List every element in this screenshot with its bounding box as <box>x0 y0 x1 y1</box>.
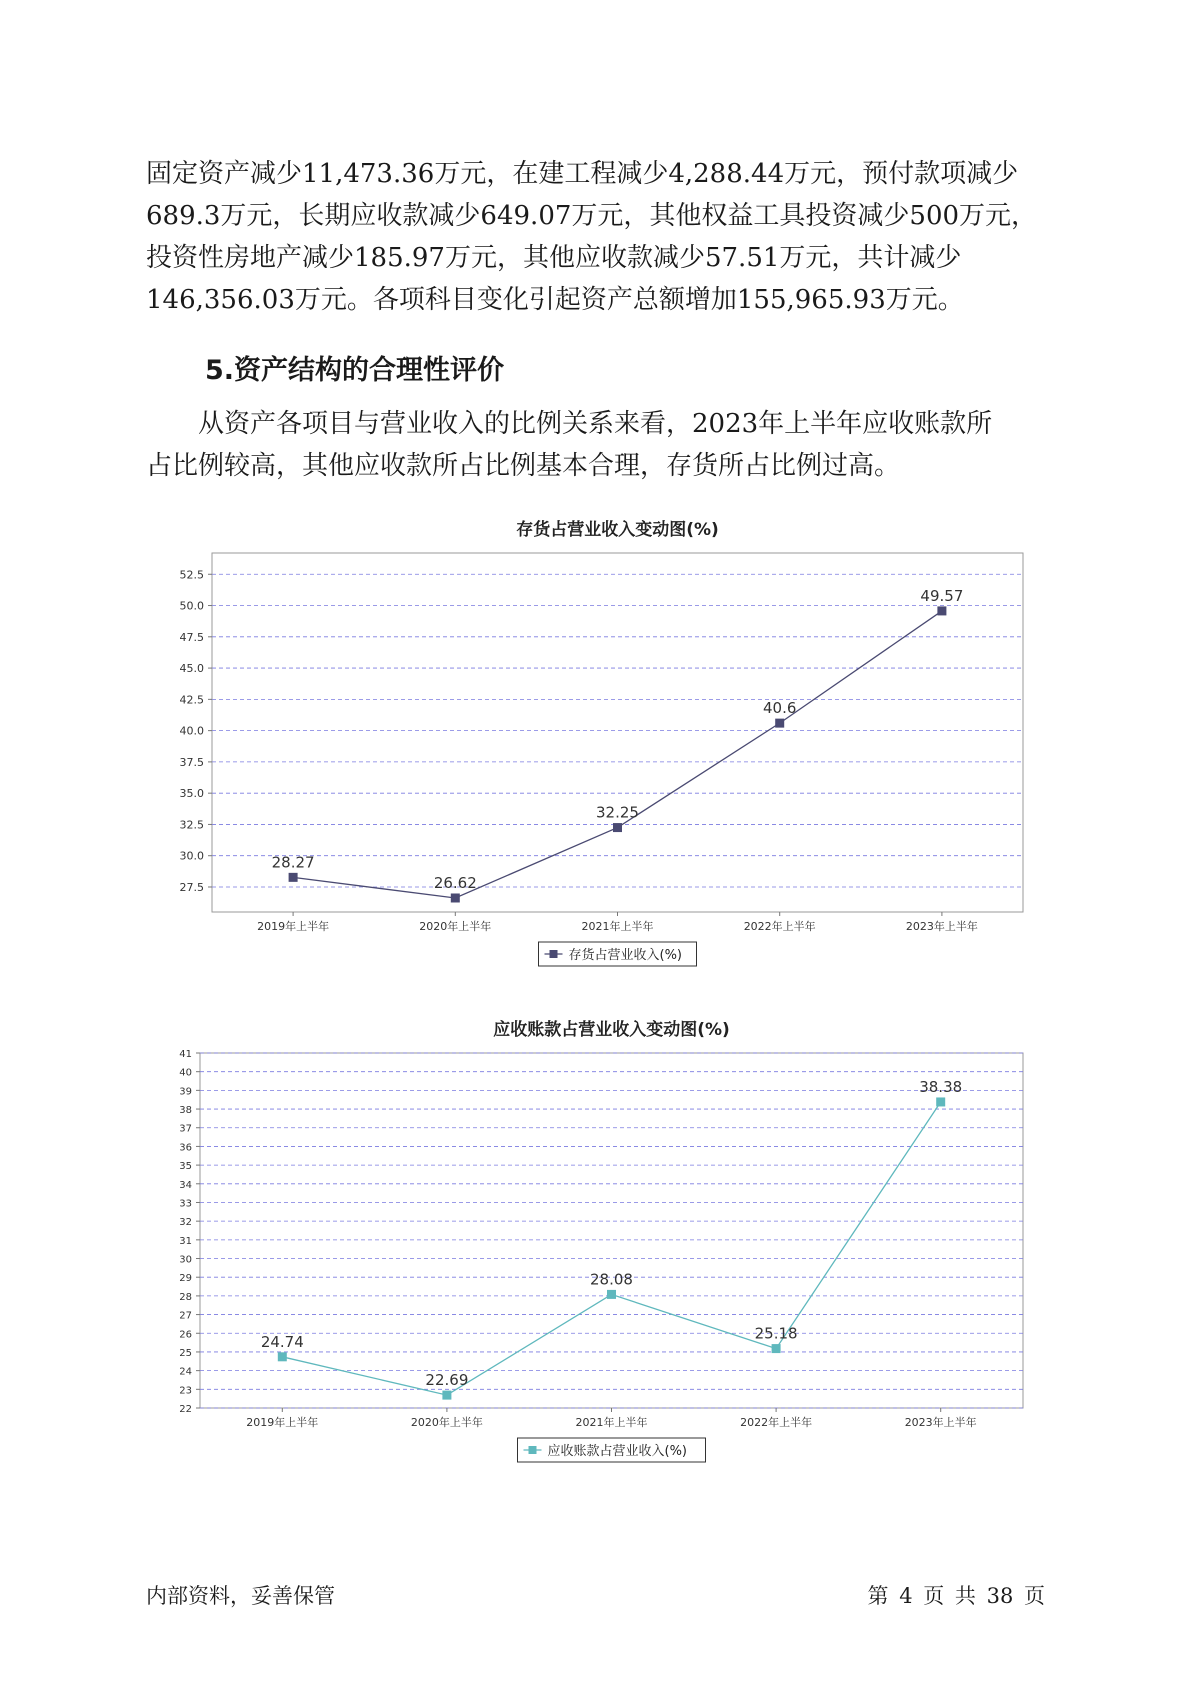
data-point <box>607 1290 616 1299</box>
paragraph-line: 从资产各项目与营业收入的比例关系来看，2023年上半年应收账款所 <box>198 409 993 439</box>
data-point <box>936 1097 945 1106</box>
y-tick-label: 32.5 <box>179 818 204 832</box>
section-heading: 5.资产结构的合理性评价 <box>205 355 505 386</box>
chart-title: 存货占营业收入变动图(%) <box>516 520 719 540</box>
paragraph-line: 689.3万元，长期应收款减少649.07万元，其他权益工具投资减少500万元， <box>146 201 1038 231</box>
plot-area <box>212 553 1023 912</box>
data-point <box>937 606 946 615</box>
y-tick-label: 29 <box>179 1273 192 1285</box>
paragraph-line: 占比例较高，其他应收款所占比例基本合理，存货所占比例过高。 <box>146 451 901 481</box>
data-point <box>442 1391 451 1400</box>
x-tick-label: 2022年上半年 <box>740 1416 813 1429</box>
data-label: 24.74 <box>260 1332 304 1351</box>
y-tick-label: 37 <box>179 1123 192 1135</box>
data-label: 49.57 <box>920 586 964 605</box>
x-tick-label: 2020年上半年 <box>410 1416 483 1429</box>
legend-marker <box>529 1446 537 1454</box>
x-tick-label: 2019年上半年 <box>246 1416 319 1429</box>
y-tick-label: 35 <box>179 1161 192 1173</box>
y-tick-label: 45.0 <box>179 662 204 676</box>
data-label: 25.18 <box>754 1324 798 1343</box>
data-label: 38.38 <box>919 1077 963 1096</box>
y-tick-label: 27 <box>179 1310 192 1322</box>
data-label: 28.27 <box>271 853 315 872</box>
y-tick-label: 39 <box>179 1086 192 1098</box>
receivables-ratio-chart <box>0 1010 1191 1480</box>
y-tick-label: 50.0 <box>179 599 204 613</box>
data-point <box>772 1344 781 1353</box>
paragraph-line: 投资性房地产减少185.97万元，其他应收款减少57.51万元，共计减少 <box>146 243 962 273</box>
paragraph-line: 固定资产减少11,473.36万元，在建工程减少4,288.44万元，预付款项减少 <box>146 159 1019 189</box>
x-tick-label: 2019年上半年 <box>257 920 330 933</box>
y-tick-label: 40 <box>179 1067 192 1079</box>
y-tick-label: 37.5 <box>179 755 204 769</box>
y-tick-label: 33 <box>179 1198 192 1210</box>
footer-page-number: 第 4 页 共 38 页 <box>867 1584 1045 1608</box>
data-point <box>278 1352 287 1361</box>
data-label: 28.08 <box>590 1270 633 1289</box>
y-tick-label: 30 <box>179 1254 192 1266</box>
x-tick-label: 2022年上半年 <box>743 920 816 933</box>
y-tick-label: 31 <box>179 1235 192 1247</box>
y-tick-label: 40.0 <box>179 724 204 738</box>
x-tick-label: 2023年上半年 <box>904 1416 977 1429</box>
y-tick-label: 47.5 <box>179 630 204 644</box>
inventory-ratio-chart <box>0 515 1191 985</box>
data-label: 22.69 <box>425 1371 469 1390</box>
y-tick-label: 26 <box>179 1329 192 1341</box>
y-tick-label: 34 <box>179 1179 192 1191</box>
y-tick-label: 30.0 <box>179 849 204 863</box>
legend-label: 存货占营业收入(%) <box>568 948 682 963</box>
y-tick-label: 25 <box>179 1347 192 1359</box>
y-tick-label: 32 <box>179 1217 192 1229</box>
x-tick-label: 2020年上半年 <box>419 920 492 933</box>
data-point <box>613 823 622 832</box>
y-tick-label: 23 <box>179 1385 192 1397</box>
y-tick-label: 41 <box>179 1049 192 1060</box>
y-tick-label: 28 <box>179 1291 192 1303</box>
plot-area <box>200 1053 1023 1408</box>
y-tick-label: 38 <box>179 1105 192 1117</box>
legend-marker <box>550 950 558 958</box>
chart-title: 应收账款占营业收入变动图(%) <box>493 1020 730 1040</box>
paragraph-asset-changes <box>146 153 1056 321</box>
y-tick-label: 35.0 <box>179 787 204 801</box>
y-tick-label: 42.5 <box>179 693 204 707</box>
data-label: 40.6 <box>762 699 797 718</box>
y-tick-label: 24 <box>179 1366 192 1378</box>
data-label: 32.25 <box>596 803 639 822</box>
x-tick-label: 2021年上半年 <box>581 920 654 933</box>
y-tick-label: 27.5 <box>179 880 204 894</box>
paragraph-structure-evaluation <box>146 403 1056 487</box>
y-tick-label: 22 <box>179 1404 192 1415</box>
y-tick-label: 52.5 <box>179 568 204 582</box>
data-point <box>289 873 298 882</box>
paragraph-line: 146,356.03万元。各项科目变化引起资产总额增加155,965.93万元。 <box>146 285 964 315</box>
y-tick-label: 36 <box>179 1142 192 1154</box>
data-point <box>451 893 460 902</box>
legend-label: 应收账款占营业收入(%) <box>547 1444 687 1459</box>
x-tick-label: 2021年上半年 <box>575 1416 648 1429</box>
footer-confidential-note: 内部资料，妥善保管 <box>146 1584 335 1608</box>
data-point <box>775 719 784 728</box>
x-tick-label: 2023年上半年 <box>905 920 978 933</box>
data-label: 26.62 <box>433 873 477 892</box>
